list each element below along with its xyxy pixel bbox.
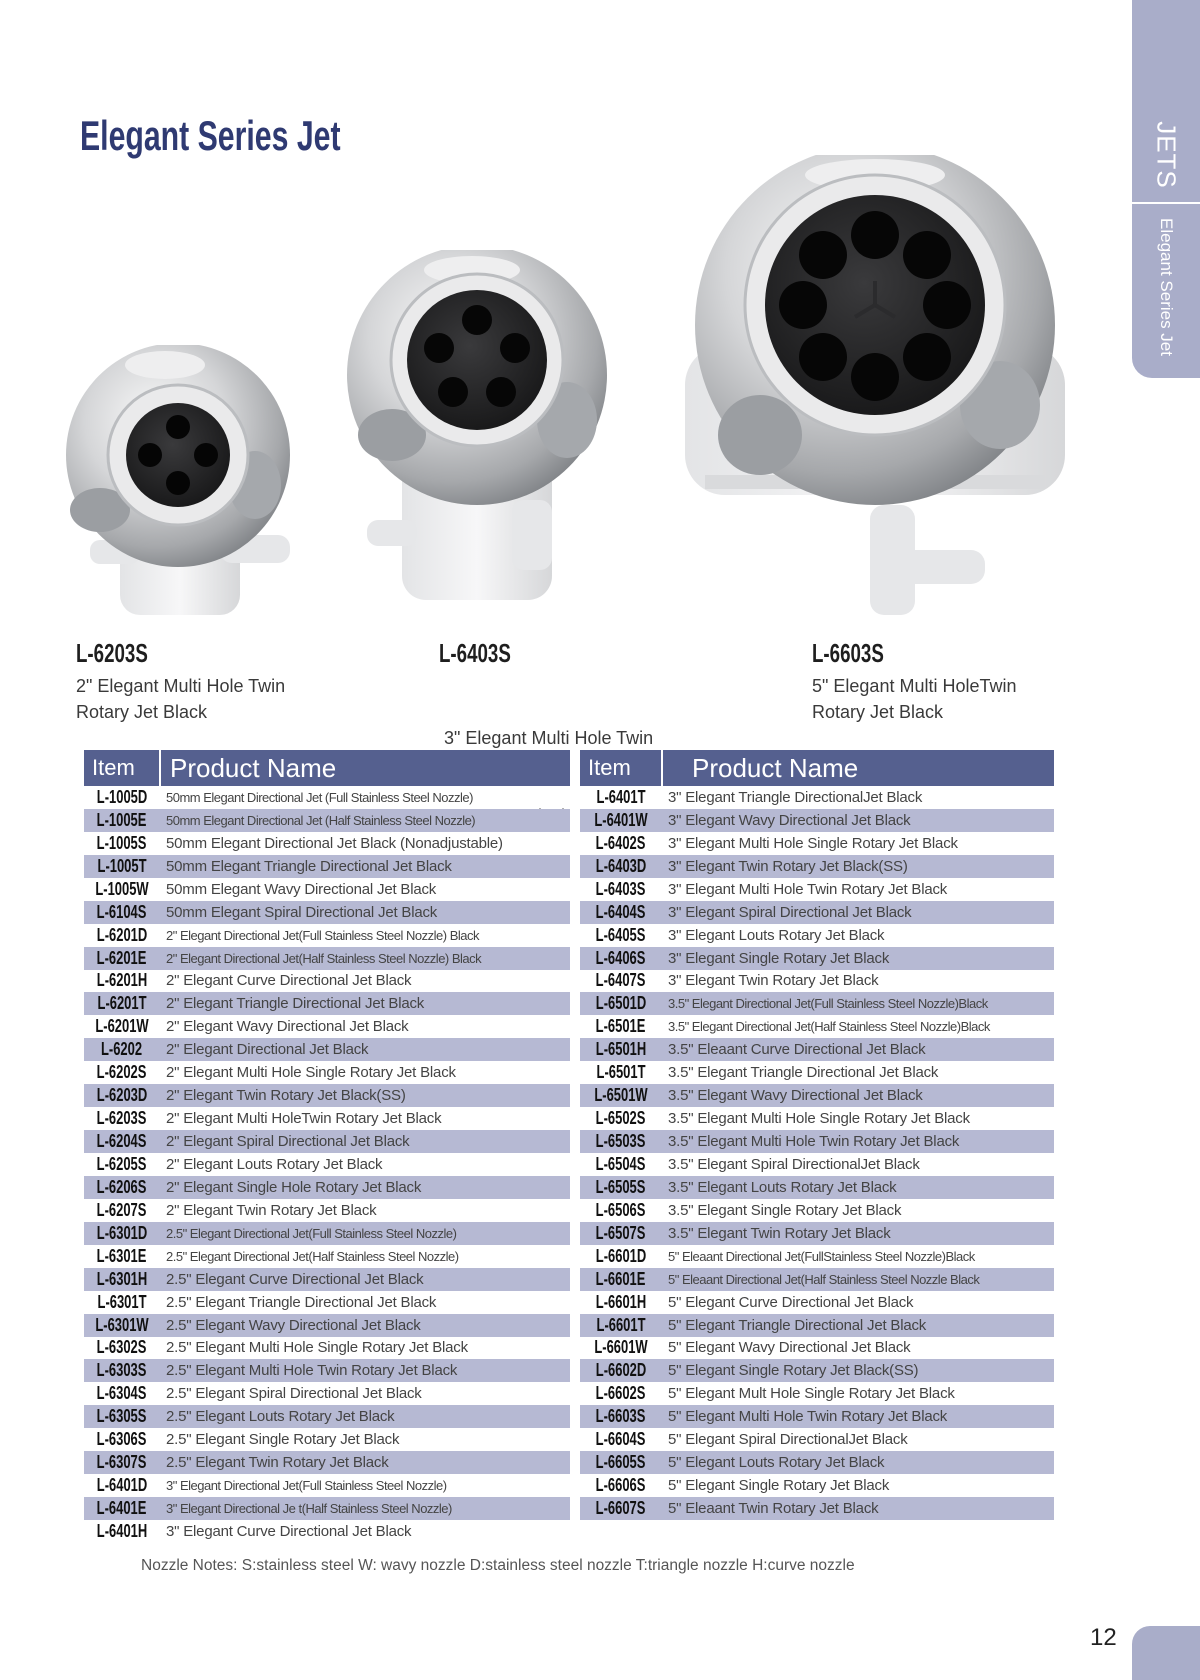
item-code [580,1153,662,1176]
item-code-text: L-6201W [95,1016,149,1037]
item-code-text: L-6201T [97,993,147,1014]
product-name: 5" Elegant Wavy Directional Jet Black [668,1339,911,1357]
left-table-row [84,1061,570,1084]
item-code [84,1291,160,1314]
item-code [580,901,662,924]
item-code-text: L-6605S [596,1452,646,1473]
item-code [84,832,160,855]
left-table-row [84,1314,570,1337]
item-code-text: L-6602D [595,1360,647,1381]
item-code-text: L-6601H [595,1291,647,1312]
product-name: 2" Elegant Wavy Directional Jet Black [166,1018,409,1036]
item-code [580,1359,662,1382]
right-table-row [580,1497,1054,1520]
item-code-text: L-6506S [596,1199,646,1220]
side-section-tab [1132,0,1200,378]
left-product-table [84,750,570,1543]
right-table-row [580,992,1054,1015]
left-table-row [84,1497,570,1520]
item-code [84,1199,160,1222]
item-code [580,1084,662,1107]
item-code-text: L-6501W [594,1085,648,1106]
item-code-text: L-6406S [596,947,646,968]
item-code-text: L-6201E [97,947,147,968]
left-table-row [84,992,570,1015]
left-table-header [84,750,570,786]
item-code-text: L-6403D [595,855,647,876]
corner-tab [1132,1626,1200,1680]
left-table-row [84,1474,570,1497]
item-code-text: L-6402S [596,832,646,853]
item-code [580,1405,662,1428]
product-name: 2.5" Elegant Multi Hole Twin Rotary Jet Black [160,1359,570,1382]
item-code [580,1176,662,1199]
item-code [84,1474,160,1497]
item-code [84,1337,160,1360]
product-name: 2" Elegant Multi Hole Single Rotary Jet Black [166,1064,456,1082]
page-number: 12 [1090,1624,1117,1651]
left-table-row [84,878,570,901]
item-code [580,1107,662,1130]
item-code-text: L-6601D [595,1245,647,1266]
right-table-row [580,809,1054,832]
item-code [84,1107,160,1130]
product-name: 3" Elegant Louts Rotary Jet Black [668,926,885,944]
item-code-text: L-1005E [97,809,147,830]
item-code-text: L-6202 [101,1039,143,1060]
item-code-text: L-6305S [97,1406,147,1427]
left-table-row [84,786,570,809]
left-table-row [84,1176,570,1199]
product-name: 5" Elegant Curve Directional Jet Black [668,1293,914,1311]
left-table-row [84,1130,570,1153]
right-table-row [580,1015,1054,1038]
item-code-text: L-6304S [97,1383,147,1404]
item-code-text: L-6604S [596,1429,646,1450]
product-name: 3.5" Elegant Triangle Directional Jet Black [668,1064,939,1082]
right-table-row [580,1382,1054,1405]
featured-desc-3-line1: 5" Elegant Multi HoleTwin [812,676,1017,696]
item-code [580,1015,662,1038]
right-table-row [580,1359,1054,1382]
product-name: 2.5" Elegant Spiral Directional Jet Black [166,1385,422,1403]
product-name: 2.5" Elegant Directional Jet(Half Stainless Steel Nozzle) [166,1248,459,1264]
item-code-text: L-6203D [96,1085,148,1106]
item-code-text: L-6401T [596,786,646,807]
item-code [580,1199,662,1222]
left-table-row [84,1153,570,1176]
product-name: 2" Elegant Triangle Directional Jet Black [160,992,570,1015]
item-code-text: L-6502S [596,1108,646,1129]
left-table-row [84,832,570,855]
item-code [580,1061,662,1084]
item-code [84,1520,160,1543]
product-name: 3.5" Elegant Spiral DirectionalJet Black [668,1155,920,1173]
item-code [84,1245,160,1268]
right-table-row [580,924,1054,947]
right-table-row [580,1405,1054,1428]
right-header-product-name: Product Name [662,750,1054,786]
item-code-text: L-6301T [97,1291,147,1312]
item-code-text: L-6206S [97,1176,147,1197]
left-table-row [84,1268,570,1291]
left-header-product-name: Product Name [160,750,570,786]
product-image-l-6203s [50,345,310,625]
page-title: Elegant Series Jet [80,112,341,159]
item-code [580,1497,662,1520]
item-code [84,1130,160,1153]
item-code [84,1382,160,1405]
product-name: 50mm Elegant Directional Jet Black (Nonadjustable) [166,834,503,852]
item-code-text: L-6603S [596,1406,646,1427]
item-code [84,1405,160,1428]
right-table-row [580,1222,1054,1245]
product-name: 5" Elegant Multi Hole Twin Rotary Jet Black [662,1405,1054,1428]
product-name: 5" Eleaant Twin Rotary Jet Black [662,1497,1054,1520]
item-code-text: L-6301W [95,1314,149,1335]
item-code-text: L-6202S [97,1062,147,1083]
right-table-row [580,1038,1054,1061]
product-name: 3" Elegant Single Rotary Jet Black [662,947,1054,970]
right-table-row [580,1474,1054,1497]
item-code [84,878,160,901]
product-name: 3.5" Elegant Wavy Directional Jet Black [662,1084,1054,1107]
item-code-text: L-6501T [596,1062,646,1083]
item-code-text: L-6501H [595,1039,647,1060]
product-name: 2" Elegant Directional Jet(Half Stainless Steel Nozzle) Black [160,947,570,970]
item-code-text: L-6401D [96,1475,148,1496]
product-name: 5" Eleaant Directional Jet(Half Stainless Steel Nozzle Black [662,1268,1054,1291]
item-code-text: L-6601E [596,1268,646,1289]
product-image-l-6403s [322,250,622,620]
item-code [84,1153,160,1176]
item-code [84,1314,160,1337]
featured-desc-3 [812,673,1017,725]
left-table-row [84,855,570,878]
side-tab-divider [1132,202,1200,204]
item-code-text: L-6403S [596,878,646,899]
item-code-text: L-6601W [594,1337,648,1358]
product-name: 2" Elegant Curve Directional Jet Black [166,972,412,990]
item-code [84,1451,160,1474]
product-name: 5" Eleaant Directional Jet(FullStainless Steel Nozzle)Black [668,1248,975,1264]
right-table-row [580,1153,1054,1176]
item-code [84,1176,160,1199]
featured-desc-1-line1: 2" Elegant Multi Hole Twin [76,676,286,696]
featured-code-1: L-6203S [76,638,148,668]
product-name: 2" Elegant Directional Jet(Full Stainless Steel Nozzle) Black [166,927,479,943]
product-name: 2" Elegant Multi HoleTwin Rotary Jet Black [166,1110,442,1128]
featured-code-3: L-6603S [812,638,884,668]
item-code [580,992,662,1015]
right-table-row [580,1428,1054,1451]
item-code [580,1428,662,1451]
item-code-text: L-6601T [596,1314,646,1335]
item-code-text: L-1005W [95,878,149,899]
product-name: 5" Elegant Mult Hole Single Rotary Jet Black [668,1385,955,1403]
right-table-row [580,1245,1054,1268]
left-header-item: Item [84,750,160,786]
item-code [84,970,160,993]
item-code [580,1038,662,1061]
item-code-text: L-6303S [97,1360,147,1381]
left-table-row [84,1428,570,1451]
left-table-row [84,1359,570,1382]
product-name: 2.5" Elegant Triangle Directional Jet Black [166,1293,437,1311]
product-name: 5" Elegant Louts Rotary Jet Black [662,1451,1054,1474]
featured-desc-2-line1: 3" Elegant Multi Hole Twin [439,728,654,748]
item-code [580,1268,662,1291]
product-name: 3.5" Elegant Twin Rotary Jet Black [662,1222,1054,1245]
item-code [84,1015,160,1038]
product-name: 3" Elegant Triangle DirectionalJet Black [668,788,923,806]
left-table-row [84,924,570,947]
item-code-text: L-6501D [595,993,647,1014]
product-name: 3" Elegant Wavy Directional Jet Black [662,809,1054,832]
item-code-text: L-6405S [596,924,646,945]
side-tab-title: JETS [1151,121,1182,189]
product-name: 5" Elegant Spiral DirectionalJet Black [668,1431,908,1449]
right-table-row [580,832,1054,855]
item-code-text: L-1005D [96,786,148,807]
product-name: 2.5" Elegant Curve Directional Jet Black [160,1268,570,1291]
item-code-text: L-6503S [596,1131,646,1152]
product-name: 5" Elegant Single Rotary Jet Black [668,1477,890,1495]
left-table-row [84,970,570,993]
side-tab-subtitle: Elegant Series Jet [1157,218,1176,356]
right-table-row [580,1130,1054,1153]
left-table-row [84,1337,570,1360]
right-table-row [580,1176,1054,1199]
item-code-text: L-6201D [96,924,148,945]
item-code [84,1497,160,1520]
item-code [580,878,662,901]
product-name: 3.5" Elegant Directional Jet(Full Stainless Steel Nozzle)Black [662,992,1054,1015]
item-code-text: L-6104S [97,901,147,922]
right-table-row [580,855,1054,878]
product-name: 50mm Elegant Directional Jet (Full Stainless Steel Nozzle) [166,789,473,805]
left-table-row [84,1222,570,1245]
product-name: 5" Elegant Single Rotary Jet Black(SS) [662,1359,1054,1382]
product-name: 3.5" Elegant Directional Jet(Half Stainless Steel Nozzle)Black [668,1019,990,1035]
right-table-row [580,1314,1054,1337]
item-code-text: L-6501E [596,1016,646,1037]
right-table-row [580,1291,1054,1314]
item-code [580,1130,662,1153]
product-name: 50mm Elegant Spiral Directional Jet Black [160,901,570,924]
right-table-row [580,786,1054,809]
item-code-text: L-6301D [96,1222,148,1243]
nozzle-notes: Nozzle Notes: S:stainless steel W: wavy nozzle D:stainless steel nozzle T:triangle nozzle H:curve nozzle [141,1557,855,1574]
product-name: 2.5" Elegant Single Rotary Jet Black [166,1431,400,1449]
product-name: 3" Elegant Twin Rotary Jet Black(SS) [662,855,1054,878]
item-code-text: L-6207S [97,1199,147,1220]
product-name: 2" Elegant Louts Rotary Jet Black [166,1155,383,1173]
item-code-text: L-6203S [97,1108,147,1129]
right-product-table [580,750,1054,1520]
product-name: 3" Elegant Spiral Directional Jet Black [662,901,1054,924]
right-table-row [580,947,1054,970]
item-code-text: L-6401W [594,809,648,830]
product-name: 3.5" Eleaant Curve Directional Jet Black [662,1038,1054,1061]
product-name: 3" Elegant Multi Hole Twin Rotary Jet Black [668,880,948,898]
item-code [580,1291,662,1314]
product-name: 2.5" Elegant Wavy Directional Jet Black [160,1314,570,1337]
item-code [580,947,662,970]
featured-desc-1-line2: Rotary Jet Black [76,702,208,722]
item-code-text: L-6504S [596,1153,646,1174]
product-name: 2.5" Elegant Directional Jet(Full Stainless Steel Nozzle) [160,1222,570,1245]
product-name: 2" Elegant Twin Rotary Jet Black(SS) [160,1084,570,1107]
featured-desc-3-line2: Rotary Jet Black [812,702,944,722]
right-table-row [580,1268,1054,1291]
left-table-row [84,1245,570,1268]
right-table-row [580,1337,1054,1360]
item-code [84,1038,160,1061]
product-name: 50mm Elegant Directional Jet (Half Stainless Steel Nozzle) [160,809,570,832]
item-code-text: L-6201H [96,970,148,991]
right-table-row [580,1084,1054,1107]
left-table-row [84,1107,570,1130]
right-table-header [580,750,1054,786]
item-code [84,786,160,809]
item-code [580,832,662,855]
right-header-item: Item [580,750,662,786]
left-table-row [84,1038,570,1061]
product-name: 2.5" Elegant Multi Hole Single Rotary Jet Black [166,1339,468,1357]
product-name: 3.5" Elegant Multi Hole Twin Rotary Jet Black [662,1130,1054,1153]
item-code [84,947,160,970]
product-name: 3" Elegant Twin Rotary Jet Black [668,972,879,990]
product-name: 5" Elegant Triangle Directional Jet Black [662,1314,1054,1337]
product-name: 3.5" Elegant Single Rotary Jet Black [668,1201,902,1219]
left-table-row [84,1084,570,1107]
right-table-row [580,1061,1054,1084]
item-code [580,1337,662,1360]
item-code-text: L-6301H [96,1268,148,1289]
product-name: 2.5" Elegant Twin Rotary Jet Black [160,1451,570,1474]
item-code [84,1061,160,1084]
right-table-row [580,1199,1054,1222]
right-table-row [580,1107,1054,1130]
left-table-row [84,1015,570,1038]
item-code [580,1382,662,1405]
item-code [580,1474,662,1497]
item-code [84,1359,160,1382]
item-code [580,786,662,809]
item-code-text: L-6306S [97,1429,147,1450]
right-table-row [580,1451,1054,1474]
item-code-text: L-6401H [96,1520,148,1541]
item-code [580,1451,662,1474]
left-table-row [84,1199,570,1222]
item-code [84,924,160,947]
item-code-text: L-6401E [97,1498,147,1519]
product-name: 2" Elegant Directional Jet Black [160,1038,570,1061]
product-name: 50mm Elegant Wavy Directional Jet Black [166,880,437,898]
item-code [84,1428,160,1451]
product-name: 2.5" Elegant Louts Rotary Jet Black [160,1405,570,1428]
item-code [580,1314,662,1337]
product-name: 3.5" Elegant Louts Rotary Jet Black [662,1176,1054,1199]
item-code [84,1222,160,1245]
item-code-text: L-6602S [596,1383,646,1404]
item-code [84,855,160,878]
item-code [84,1268,160,1291]
left-table-row [84,1382,570,1405]
product-name: 2" Elegant Spiral Directional Jet Black [160,1130,570,1153]
item-code-text: L-6507S [596,1222,646,1243]
product-name: 2" Elegant Single Hole Rotary Jet Black [160,1176,570,1199]
right-table-row [580,970,1054,993]
product-name: 3.5" Elegant Multi Hole Single Rotary Jet Black [668,1110,970,1128]
left-table-row [84,1291,570,1314]
item-code-text: L-6407S [596,970,646,991]
product-name: 3" Elegant Directional Jet(Full Stainless Steel Nozzle) [166,1478,447,1494]
item-code [580,809,662,832]
item-code-text: L-6307S [97,1452,147,1473]
product-image-l-6603s [665,155,1095,635]
item-code [84,901,160,924]
item-code-text: L-6204S [97,1131,147,1152]
item-code [580,1222,662,1245]
item-code [84,809,160,832]
left-table-row [84,809,570,832]
item-code-text: L-6301E [97,1245,147,1266]
left-table-row [84,947,570,970]
right-table-row [580,901,1054,924]
item-code [580,855,662,878]
product-name: 3" Elegant Curve Directional Jet Black [166,1522,412,1540]
item-code-text: L-1005T [97,855,147,876]
featured-desc-1 [76,673,285,725]
item-code-text: L-1005S [97,832,147,853]
featured-code-2: L-6403S [439,638,511,668]
product-name: 3" Elegant Directional Je t(Half Stainless Steel Nozzle) [160,1497,570,1520]
item-code-text: L-6606S [596,1475,646,1496]
item-code [580,970,662,993]
item-code-text: L-6302S [97,1337,147,1358]
left-table-row [84,1520,570,1543]
item-code-text: L-6607S [596,1498,646,1519]
item-code-text: L-6505S [596,1176,646,1197]
left-table-row [84,1451,570,1474]
left-table-row [84,1405,570,1428]
product-name: 2" Elegant Twin Rotary Jet Black [166,1201,377,1219]
item-code [580,924,662,947]
item-code-text: L-6404S [596,901,646,922]
item-code [84,1084,160,1107]
left-table-row [84,901,570,924]
item-code-text: L-6205S [97,1153,147,1174]
item-code [580,1245,662,1268]
right-table-row [580,878,1054,901]
product-name: 3" Elegant Multi Hole Single Rotary Jet Black [668,834,958,852]
product-name: 50mm Elegant Triangle Directional Jet Black [160,855,570,878]
item-code [84,992,160,1015]
